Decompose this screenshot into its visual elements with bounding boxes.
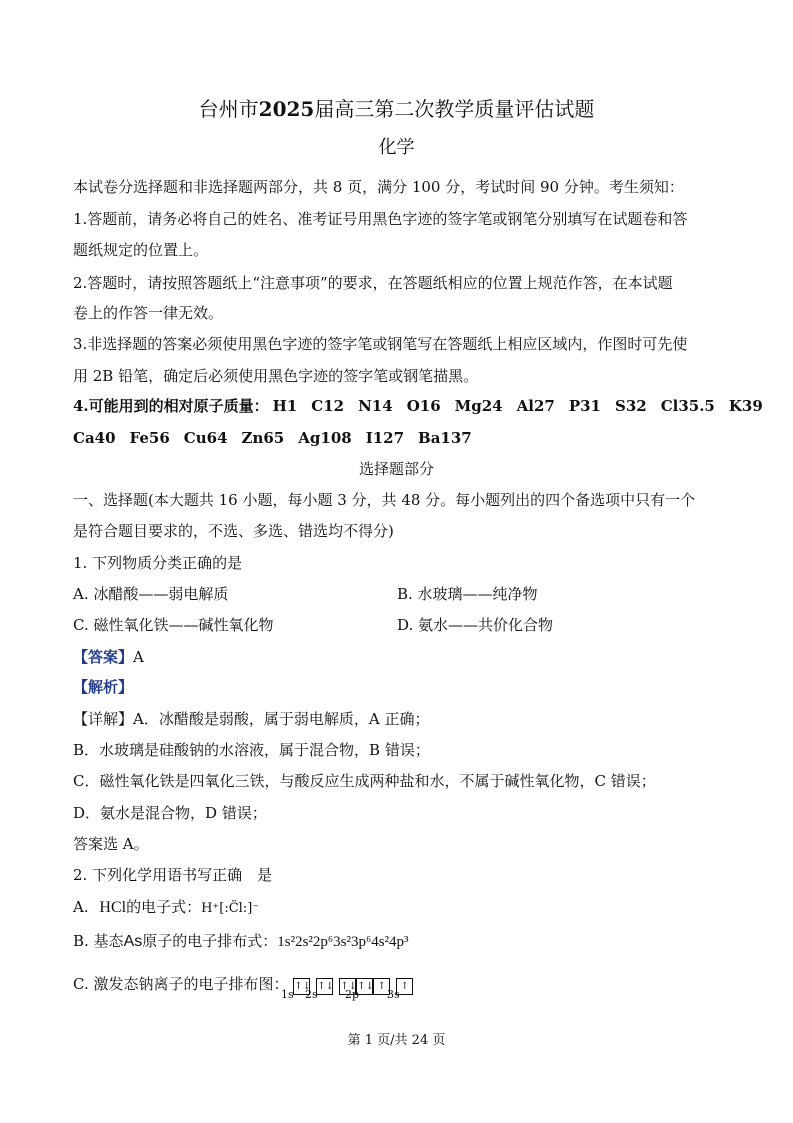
mass-ba: Ba137 [418, 429, 472, 447]
q1-conclusion: 答案选 A。 [73, 835, 149, 853]
q1-analysis-tag [73, 677, 133, 697]
atomic-masses-row2 [73, 428, 486, 448]
q1-detail-c: C．磁性氧化铁是四氧化三铁，与酸反应生成两种盐和水，不属于碱性氧化物，C 错误； [73, 772, 656, 790]
detail-a-text: A．冰醋酸是弱酸，属于弱电解质，A 正确； [133, 710, 430, 728]
q2-stem: 2. 下列化学用语书写正确 是 [73, 866, 273, 884]
instruction-1-line1: 1.答题前，请务必将自己的姓名、准考证号用黑色字迹的签字笔或钢笔分别填写在试题卷和答 [73, 210, 688, 228]
analysis-tag: 【解析】 [73, 678, 134, 696]
q1-option-d: D. 氨水——共价化合物 [397, 616, 554, 634]
orbital-box: ↑↓ [316, 978, 333, 995]
q1-option-c: C. 磁性氧化铁——碱性氧化物 [73, 616, 274, 634]
mass-ag: Ag108 [298, 429, 352, 447]
q2-option-c [73, 974, 419, 995]
orbital-label-2p: 2p [345, 988, 360, 1001]
q2-a-formula: HCl [99, 899, 127, 916]
orbital-box: ↑ [373, 978, 390, 995]
orbital-label-3s: 3s [387, 988, 400, 1001]
mass-o: O16 [406, 397, 441, 415]
orbital-label-1s: 1s [281, 988, 294, 1001]
answer-value: A [133, 648, 144, 666]
mass-p: P31 [568, 397, 601, 415]
orbital-label-2s: 2s [305, 988, 318, 1001]
instructions-intro: 本试卷分选择题和非选择题两部分，共 8 页，满分 100 分，考试时间 90 分钟。考生须知： [73, 178, 684, 196]
title-year: 2025 [258, 97, 315, 121]
q2-b-text: 原子的电子排布式： [142, 932, 278, 950]
q2-a-electron-dot: H⁺[:C̈l:]⁻ [201, 901, 260, 916]
mass-mg: Mg24 [454, 397, 503, 415]
orbital-box: ↑↓ [293, 978, 310, 995]
subject-title: 化学 [378, 137, 415, 158]
mass-h: H1 [272, 397, 298, 415]
mass-zn: Zn65 [241, 429, 285, 447]
mass-al: Al27 [516, 397, 555, 415]
mass-s: S32 [614, 397, 647, 415]
q2-a-text: 的电子式： [126, 898, 202, 916]
mass-fe: Fe56 [129, 429, 170, 447]
instruction-3-line2: 用 2B 铅笔，确定后必须使用黑色字迹的签字笔或钢笔描黑。 [73, 367, 479, 385]
orbital-2s [316, 975, 333, 995]
q2-a-prefix: A. [73, 898, 89, 916]
part1-instructions-line2: 是符合题目要求的，不选、多选、错选均不得分) [73, 522, 394, 540]
q1-answer [73, 647, 144, 667]
instruction-3-line1: 3.非选择题的答案必须使用黑色字迹的签字笔或钢笔写在答题纸上相应区域内，作图时可先使 [73, 335, 688, 353]
title-suffix: 届高三第二次教学质量评估试题 [314, 97, 595, 121]
mass-c: C12 [311, 397, 345, 415]
page-footer: 第 1 页/共 24 页 [347, 1033, 446, 1048]
q2-option-a [73, 897, 259, 919]
part1-instructions-line1: 一、选择题(本大题共 16 小题，每小题 3 分，共 48 分。每小题列出的四个备选项中只有一个 [73, 491, 696, 509]
q2-b-element: As [123, 933, 143, 950]
q1-detail-b: B．水玻璃是硅酸钠的水溶液，属于混合物，B 错误； [73, 741, 430, 759]
q1-option-a: A. 冰醋酸——弱电解质 [73, 585, 229, 603]
mass-i: I127 [365, 429, 405, 447]
q1-option-b: B. 水玻璃——纯净物 [397, 585, 538, 603]
q1-detail-d: D．氨水是混合物，D 错误； [73, 804, 267, 822]
q1-detail-a [73, 709, 429, 729]
orbital-box: ↑ [396, 978, 413, 995]
atomic-masses-label: 4.可能用到的相对原子质量： [73, 397, 269, 415]
q2-b-configuration: 1s²2s²2p⁶3s²3p⁶4s²4p³ [277, 934, 409, 950]
instruction-2-line1: 2.答题时，请按照答题纸上“注意事项”的要求，在答题纸相应的位置上规范作答，在本试题 [73, 274, 673, 292]
title-prefix: 台州市 [198, 97, 259, 121]
mass-cl: Cl35.5 [660, 397, 715, 415]
q1-stem: 1. 下列物质分类正确的是 [73, 554, 243, 572]
mass-cu: Cu64 [183, 429, 228, 447]
orbital-box: ↑↓ [356, 978, 373, 995]
q2-b-prefix: B. 基态 [73, 932, 124, 950]
q2-c-text: C. 激发态钠离子的电子排布图： [73, 975, 289, 993]
mass-k: K39 [728, 397, 763, 415]
exam-title [0, 99, 793, 119]
orbital-box: ↑↓ [339, 978, 356, 995]
mass-ca: Ca40 [73, 429, 116, 447]
section-heading: 选择题部分 [358, 460, 434, 478]
detail-tag: 【详解】 [73, 710, 134, 728]
instruction-1-line2: 题纸规定的位置上。 [73, 241, 209, 259]
q2-option-b [73, 931, 409, 952]
atomic-masses-row1 [73, 396, 777, 416]
mass-n: N14 [358, 397, 393, 415]
instruction-2-line2: 卷上的作答一律无效。 [73, 304, 224, 322]
answer-tag: 【答案】 [73, 648, 134, 666]
